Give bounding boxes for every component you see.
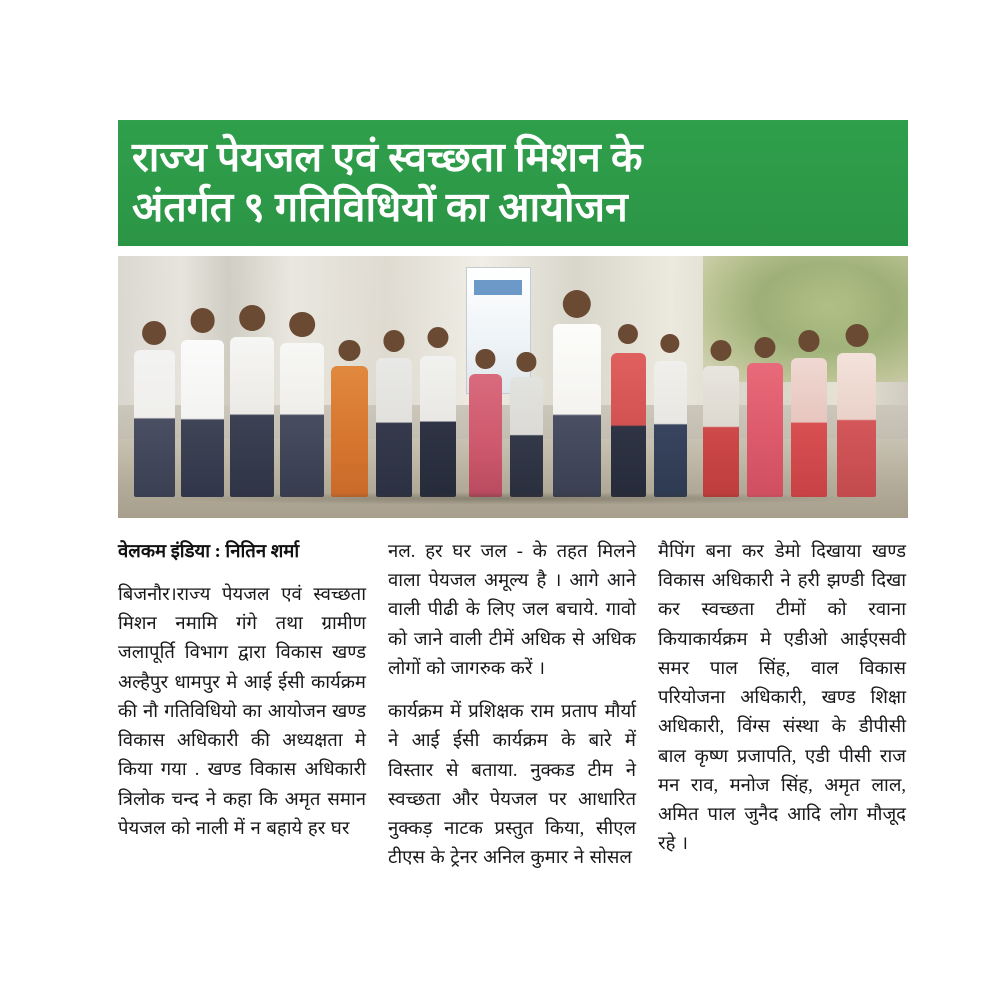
paragraph: मैपिंग बना कर डेमो दिखाया खण्ड विकास अधिकारी ने हरी झण्डी दिखा कर स्वच्छता टीमों को रवाना कियाकार्यक्रम मे एडीओ आईएसवी समर पाल सिंह, वाल विकास परियोजना अधिकारी, खण्ड शिक्षा अधिकारी, विंग्स संस्था के डीपीसी बाल कृष्ण प्रजापति, एडी पीसी राज मन राव, मनोज सिंह, अमृत लाल, अमित पाल जुनैद आदि लोग मौजूद रहे । [658, 542, 906, 855]
photo-person-head [142, 321, 166, 345]
photo-person-head [845, 324, 868, 347]
photo-person [553, 324, 602, 497]
photo-image [118, 256, 908, 518]
article-photo [118, 256, 908, 518]
photo-person [230, 337, 274, 497]
photo-person-head [427, 327, 448, 348]
photo-person [376, 358, 412, 497]
headline-line-2: अंतर्गत ९ गतिविधियों का आयोजन [132, 184, 628, 231]
photo-person [510, 377, 543, 498]
photo-person-head [754, 337, 775, 358]
photo-person [331, 366, 367, 497]
photo-person [280, 343, 324, 498]
article-column-3 [658, 538, 906, 887]
photo-person [611, 353, 646, 497]
article-column-2 [388, 538, 636, 887]
photo-person [703, 366, 739, 497]
photo-person-head [289, 312, 315, 338]
article-body [118, 538, 908, 887]
photo-person-head [239, 305, 265, 331]
photo-person-head [383, 330, 404, 351]
photo-person-head [190, 308, 215, 333]
photo-person [134, 350, 175, 497]
paragraph: नल. हर घर जल - के तहत मिलने वाला पेयजल अमूल्य है । आगे आने वाली पीढी के लिए जल बचाये. गावो को जाने वाली टीमें अधिक से अधिक लोगों को जागरुक करें । [388, 542, 636, 679]
headline-line-1: राज्य पेयजल एवं स्वच्छता मिशन के [132, 134, 643, 180]
photo-ground-shadow [150, 492, 877, 505]
article-column-1 [118, 538, 366, 887]
photo-person [747, 363, 783, 497]
paragraph: कार्यक्रम में प्रशिक्षक राम प्रताप मौर्या ने आई ईसी कार्यक्रम के बारे में विस्तार से बताया. नुक्कड टीम ने स्वच्छता और पेयजल पर आधारित नुक्कड़ नाटक प्रस्तुत किया, सीएल टीएस के ट्रेनर अनिल कुमार ने सोसल [388, 702, 636, 869]
byline: वेलकम इंडिया : नितिन शर्मा [118, 542, 300, 563]
photo-person [791, 358, 827, 497]
photo-person [837, 353, 877, 497]
paragraph: बिजनौर।राज्य पेयजल एवं स्वच्छता मिशन नमामि गंगे तथा ग्रामीण जलापूर्ति विभाग द्वारा विकास खण्ड अल्हैपुर धामपुर मे आई ईसी कार्यक्रम की नौ गतिविधियो का आयोजन खण्ड विकास अधिकारी की अध्यक्षता मे किया गया . खण्ड विकास अधिकारी त्रिलोक चन्द ने कहा कि अमृत समान पेयजल को नाली में न बहाये हर घर [118, 585, 366, 839]
newspaper-clipping [118, 120, 908, 880]
photo-person [181, 340, 224, 497]
photo-person-head [339, 340, 360, 361]
headline-banner [118, 120, 908, 246]
photo-person-head [799, 330, 820, 351]
photo-person [469, 374, 502, 497]
photo-person-head [710, 340, 731, 361]
photo-person [420, 356, 456, 497]
photo-person [654, 361, 687, 497]
